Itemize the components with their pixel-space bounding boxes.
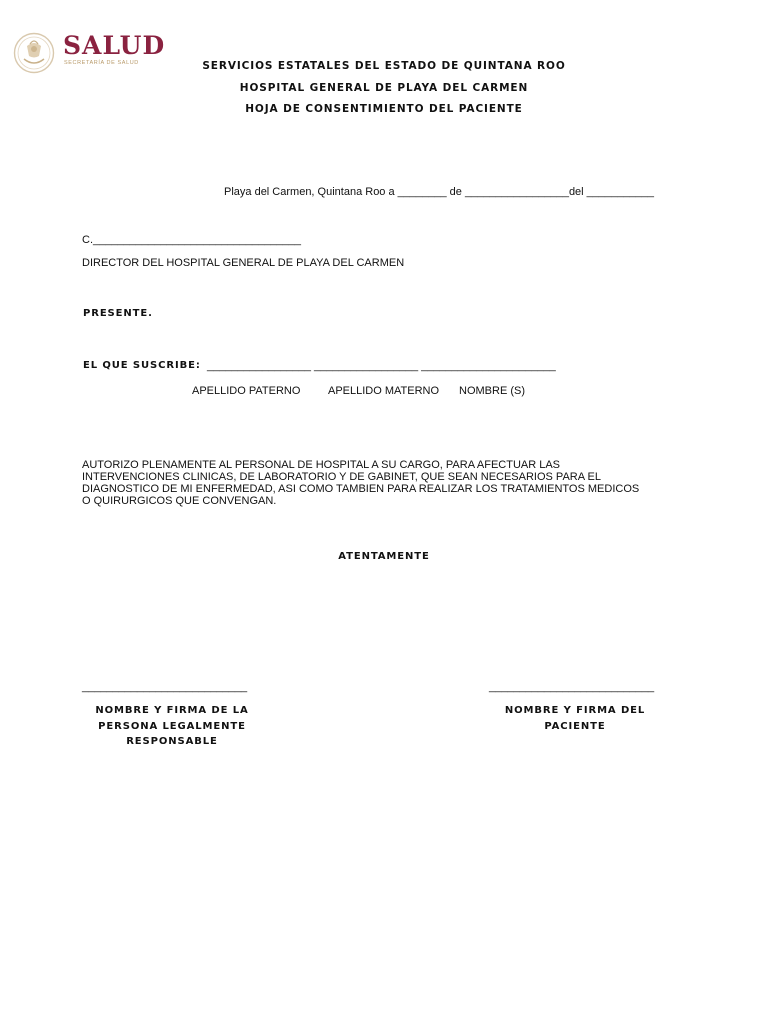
- right-signature-label-line: NOMBRE Y FIRMA DEL: [504, 705, 646, 716]
- left-signature-label-line: NOMBRE Y FIRMA DE LA: [95, 705, 249, 716]
- label-apellido-paterno: APELLIDO PATERNO: [192, 385, 301, 397]
- right-signature-line: ___________________________: [489, 681, 655, 693]
- brand-subtitle: SECRETARÍA DE SALUD: [64, 60, 139, 66]
- left-signature-label: [72, 703, 272, 750]
- header-line-1: SERVICIOS ESTATALES DEL ESTADO DE QUINTANA ROO: [202, 60, 566, 72]
- left-signature-line: ___________________________: [82, 681, 248, 693]
- right-signature-label-line: PACIENTE: [544, 720, 606, 732]
- subscriber-name-blanks: _________________ _________________ ______________________: [207, 360, 556, 372]
- header-line-3: HOJA DE CONSENTIMIENTO DEL PACIENTE: [245, 103, 523, 115]
- authorization-line: DIAGNOSTICO DE MI ENFERMEDAD, ASI COMO TAMBIEN PARA REALIZAR LOS TRATAMIENTOS MEDICOS: [82, 483, 640, 495]
- label-nombre: NOMBRE (S): [459, 385, 525, 397]
- closing-atentamente: ATENTAMENTE: [338, 551, 430, 562]
- label-apellido-materno: APELLIDO MATERNO: [328, 385, 440, 397]
- addressee-title: DIRECTOR DEL HOSPITAL GENERAL DE PLAYA DEL CARMEN: [82, 257, 405, 269]
- subscriber-label: EL QUE SUSCRIBE:: [83, 360, 201, 371]
- authorization-line: AUTORIZO PLENAMENTE AL PERSONAL DE HOSPITAL A SU CARGO, PARA AFECTUAR LAS: [82, 459, 561, 471]
- header-line-2: HOSPITAL GENERAL DE PLAYA DEL CARMEN: [239, 82, 529, 94]
- left-signature-label-line: PERSONA LEGALMENTE: [98, 720, 246, 732]
- date-place-line: Playa del Carmen, Quintana Roo a ________ de _________________del ___________: [224, 186, 654, 198]
- brand-wordmark: SALUD: [63, 31, 166, 60]
- addressee-name-line: C.__________________________________: [82, 234, 302, 246]
- authorization-paragraph: [82, 459, 702, 507]
- presente-label: PRESENTE.: [83, 308, 153, 319]
- right-signature-label: [475, 703, 675, 734]
- left-signature-label-line: RESPONSABLE: [126, 736, 218, 747]
- authorization-line: O QUIRURGICOS QUE CONVENGAN.: [82, 495, 277, 507]
- authorization-line: INTERVENCIONES CLINICAS, DE LABORATORIO Y DE GABINET, QUE SEAN NECESARIOS PARA EL: [82, 471, 601, 483]
